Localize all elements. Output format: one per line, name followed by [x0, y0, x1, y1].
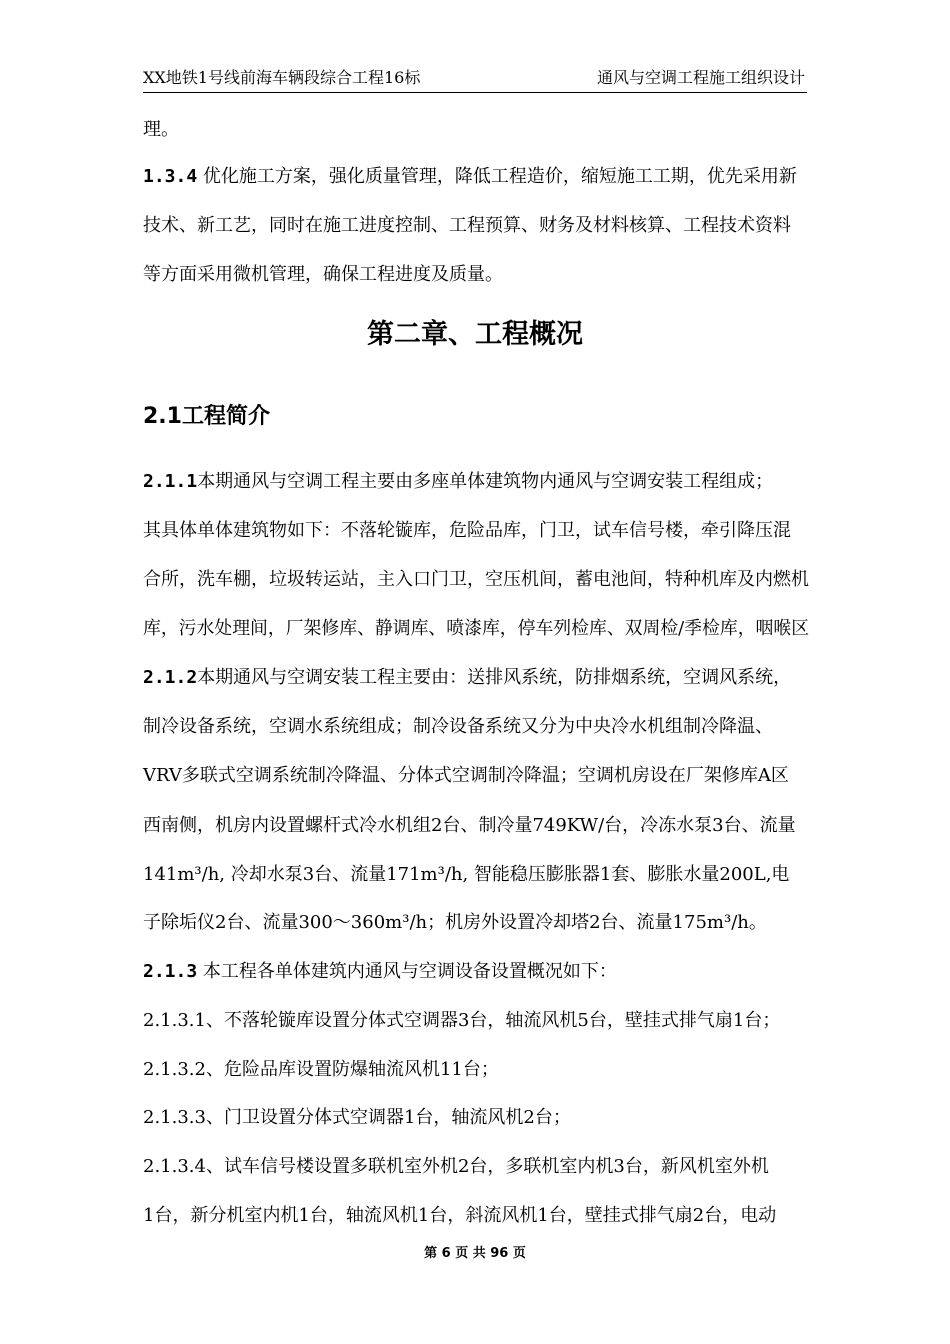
header-document-title: 通风与空调工程施工组织设计 [596, 68, 805, 87]
list-item: 2.1.3.3、门卫设置分体式空调器1台，轴流风机2台； [143, 1107, 571, 1128]
paragraph-2-1-2-line-6: 子除垢仪2台、流量300～360m³/h；机房外设置冷却塔2台、流量175m³/h。 [143, 912, 767, 933]
clause-number: 2.1.3 [143, 961, 198, 982]
list-item: 2.1.3.1、不落轮镟库设置分体式空调器3台，轴流风机5台，壁挂式排气扇1台； [143, 1010, 781, 1031]
paragraph-text: 本期通风与空调安装工程主要由：送排风系统，防排烟系统，空调风系统， [197, 667, 792, 688]
paragraph-1-3-4-line-3: 等方面采用微机管理，确保工程进度及质量。 [143, 264, 503, 285]
clause-number: 2.1.2 [143, 667, 198, 688]
paragraph-text: 优化施工方案，强化质量管理，降低工程造价，缩短施工工期，优先采用新 [197, 166, 797, 187]
page-header [143, 66, 807, 93]
chapter-title: 第二章、工程概况 [367, 319, 583, 350]
section-title: 2.1工程简介 [143, 404, 270, 429]
page-number: 第 6 页 共 96 页 [424, 1246, 526, 1261]
paragraph-line: 理。 [143, 119, 179, 140]
paragraph-text: 本工程各单体建筑内通风与空调设备设置概况如下： [197, 961, 617, 982]
clause-number: 1.3.4 [143, 166, 198, 187]
paragraph-2-1-2-line-5: 141m³/h, 冷却水泵3台、流量171m³/h, 智能稳压膨胀器1套、膨胀水量200L,电 [143, 864, 790, 885]
clause-number: 2.1.1 [143, 471, 198, 492]
paragraph-text: 本期通风与空调工程主要由多座单体建筑物内通风与空调安装工程组成； [197, 471, 774, 492]
list-item: 2.1.3.4、试车信号楼设置多联机室外机2台，多联机室内机3台，新风机室外机 [143, 1156, 769, 1177]
paragraph-1-3-4-line-1 [143, 165, 797, 189]
list-item-continuation: 1台，新分机室内机1台，轴流风机1台，斜流风机1台，壁挂式排气扇2台，电动 [143, 1205, 777, 1226]
paragraph-2-1-1-line-3: 合所，洗车棚，垃圾转运站，主入口门卫，空压机间，蓄电池间，特种机库及内燃机 [143, 569, 809, 590]
paragraph-2-1-2-line-1 [143, 666, 791, 690]
paragraph-1-3-4-line-2: 技术、新工艺，同时在施工进度控制、工程预算、财务及材料核算、工程技术资料 [143, 215, 791, 236]
paragraph-2-1-1-line-2: 其具体单体建筑物如下：不落轮镟库，危险品库，门卫，试车信号楼，牵引降压混 [143, 520, 791, 541]
paragraph-2-1-2-line-4: 西南侧，机房内设置螺杆式冷水机组2台、制冷量749KW/台，冷冻水泵3台、流量 [143, 815, 796, 836]
paragraph-2-1-2-line-3: VRV多联式空调系统制冷降温、分体式空调制冷降温；空调机房设在厂架修库A区 [143, 765, 789, 786]
list-item: 2.1.3.2、危险品库设置防爆轴流风机11台； [143, 1059, 499, 1080]
paragraph-2-1-3-line-1 [143, 960, 617, 984]
paragraph-2-1-1-line-1 [143, 470, 773, 494]
paragraph-2-1-1-line-4: 库，污水处理间，厂架修库、静调库、喷漆库，停车列检库、双周检/季检库，咽喉区 [143, 618, 810, 639]
header-project-name: XX地铁1号线前海车辆段综合工程16标 [143, 68, 421, 87]
paragraph-2-1-2-line-2: 制冷设备系统，空调水系统组成；制冷设备系统又分为中央冷水机组制冷降温、 [143, 716, 773, 737]
